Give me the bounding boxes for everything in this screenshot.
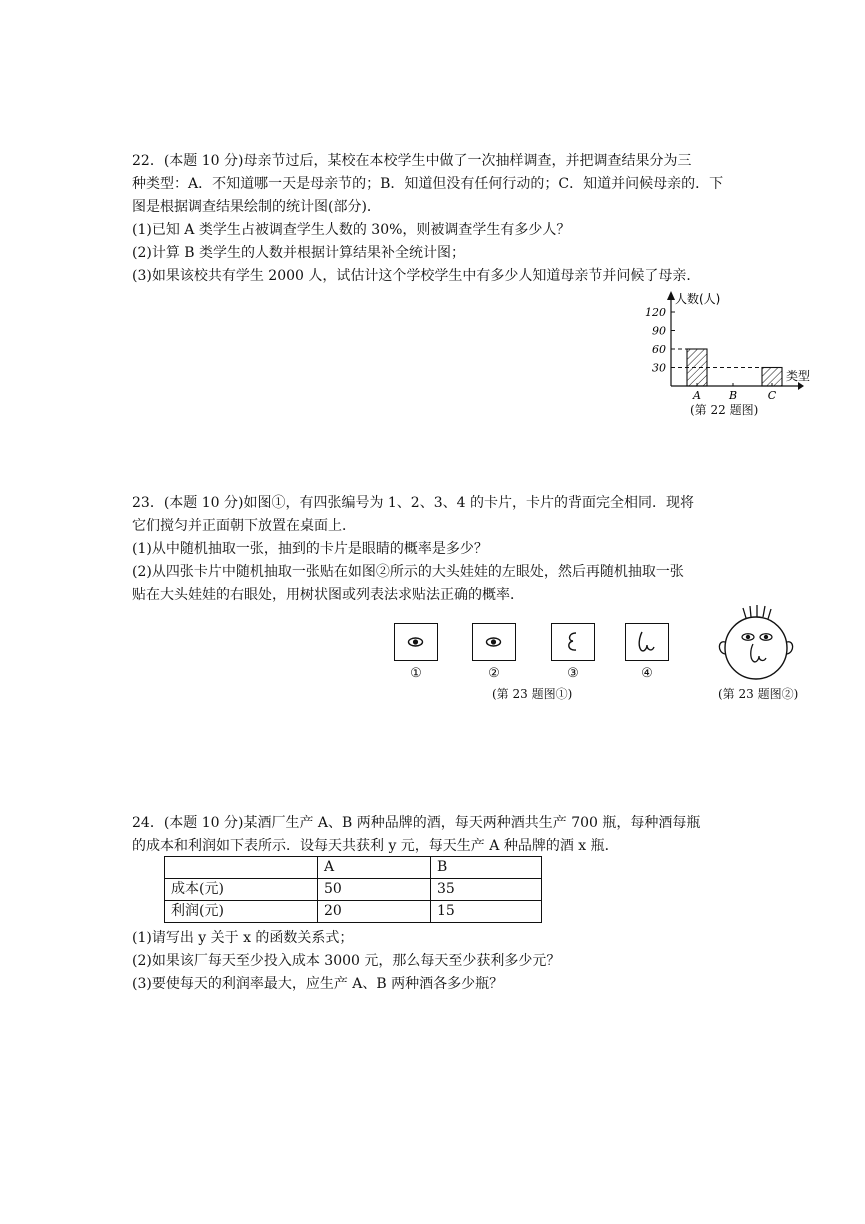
q22-subquestion-3: (3)如果该校共有学生 2000 人，试估计这个学校学生中有多少人知道母亲节并问候了母亲．: [132, 268, 701, 284]
card-number-1: ①: [410, 666, 422, 681]
table-row: [165, 901, 542, 923]
card-2: [472, 623, 516, 661]
q23-figure-2-caption: (第 23 题图②): [718, 687, 799, 701]
q24-line: 的成本和利润如下表所示．设每天共获利 y 元，每天生产 A 种品牌的酒 x 瓶．: [132, 838, 619, 854]
q23-line: 23．(本题 10 分)如图①，有四张编号为 1、2、3、4 的卡片，卡片的背面完全相同．现将: [132, 495, 694, 511]
category-label-a: A: [693, 389, 701, 402]
y-axis-arrow: [667, 291, 675, 300]
x-axis-label: 类型: [786, 369, 811, 383]
table-cell: B: [431, 857, 542, 879]
eye-icon: [473, 624, 514, 659]
cost-profit-table: [164, 856, 542, 923]
table-cell: A: [318, 857, 431, 879]
table-cell: 35: [431, 879, 542, 901]
q24-line: 24．(本题 10 分)某酒厂生产 A、B 两种品牌的酒，每天两种酒共生产 700 瓶，每种酒每瓶: [132, 815, 701, 831]
y-axis-label: 人数(人): [675, 292, 721, 306]
q23-figure-1-caption: (第 23 题图①): [492, 687, 573, 701]
q24-subquestion-3: (3)要使每天的利润率最大，应生产 A、B 两种酒各多少瓶？: [132, 976, 504, 992]
x-axis-arrow: [798, 382, 804, 390]
q23-subquestion-2-cont: 贴在大头娃娃的右眼处，用树状图或列表法求贴法正确的概率．: [132, 587, 524, 603]
card-4: [625, 623, 669, 661]
q23-subquestion-2: (2)从四张卡片中随机抽取一张贴在如图②所示的大头娃娃的左眼处，然后再随机抽取一张: [132, 564, 684, 580]
table-cell: 15: [431, 901, 542, 923]
y-tick-label: 30: [652, 361, 666, 375]
q22-line: 图是根据调查结果绘制的统计图(部分)．: [132, 199, 381, 215]
card-3: [551, 623, 595, 661]
table-cell: 50: [318, 879, 431, 901]
card-number-4: ④: [641, 666, 653, 681]
q23-line: 它们搅匀并正面朝下放置在桌面上．: [132, 518, 356, 534]
q23-subquestion-1: (1)从中随机抽取一张，抽到的卡片是眼睛的概率是多少？: [132, 541, 488, 557]
q22-subquestion-1: (1)已知 A 类学生占被调查学生人数的 30%，则被调查学生有多少人？: [132, 222, 571, 238]
table-row: [165, 879, 542, 901]
y-tick-label: 120: [645, 306, 666, 319]
q22-line: 22．(本题 10 分)母亲节过后，某校在本校学生中做了一次抽样调查，并把调查结果分为三: [132, 153, 692, 169]
q22-line: 种类型：A．不知道哪一天是母亲节的；B．知道但没有任何行动的；C．知道并问候母亲的．下: [132, 176, 724, 192]
category-label-b: B: [728, 389, 738, 402]
bar-a: [687, 349, 707, 386]
q24-subquestion-1: (1)请写出 y 关于 x 的函数关系式；: [132, 930, 354, 946]
category-label-c: C: [767, 389, 777, 402]
card-number-2: ②: [488, 666, 500, 681]
card-number-3: ③: [567, 666, 579, 681]
table-cell: [165, 857, 318, 879]
table-cell: 成本(元): [165, 879, 318, 901]
q22-chart-caption: (第 22 题图): [690, 403, 759, 417]
q24-subquestion-2: (2)如果该厂每天至少投入成本 3000 元，那么每天至少获利多少元？: [132, 953, 561, 969]
nose-icon: [626, 624, 667, 659]
y-tick-label: 60: [652, 343, 666, 356]
table-cell: 20: [318, 901, 431, 923]
eye-icon: [395, 624, 436, 659]
q22-subquestion-2: (2)计算 B 类学生的人数并根据计算结果补全统计图；: [132, 245, 466, 261]
ear-icon: [552, 624, 593, 659]
big-head-doll-icon: [712, 604, 802, 686]
card-1: [394, 623, 438, 661]
table-row: [165, 857, 542, 879]
y-tick-label: 90: [652, 324, 666, 338]
table-cell: 利润(元): [165, 901, 318, 923]
